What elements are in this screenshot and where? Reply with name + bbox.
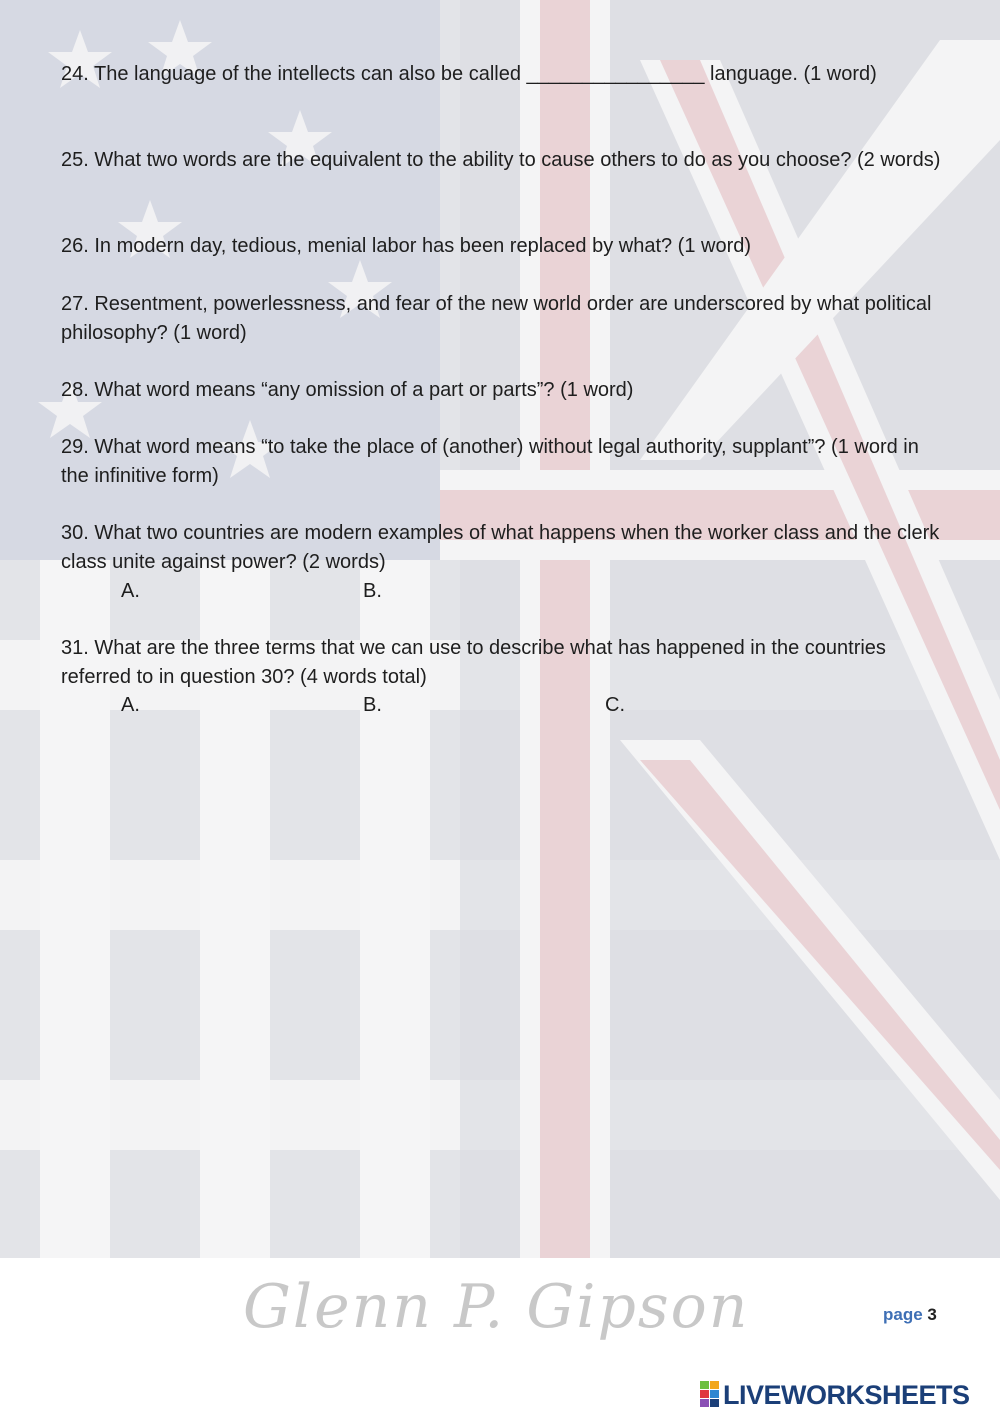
question-27: 27. Resentment, powerlessness, and fear of the new world order are underscored by what political philosophy? (1 word) xyxy=(61,293,938,344)
q30-option-b: B. xyxy=(363,580,382,602)
question-29: 29. What word means “to take the place of (another) without legal authority, supplant”? (1 word in the infinitive form) xyxy=(61,436,925,487)
question-31: 31. What are the three terms that we can use to describe what has happened in the countries referred to in question 30? (4 words total) xyxy=(61,637,892,688)
q30-option-a: A. xyxy=(121,580,140,602)
question-25: 25. What two words are the equivalent to the ability to cause others to do as you choose? (2 words) xyxy=(61,149,941,171)
page-number xyxy=(883,1305,937,1325)
page-number-value: 3 xyxy=(927,1305,937,1324)
author-signature: Glenn P. Gipson xyxy=(243,1272,750,1342)
liveworksheets-brand: LIVEWORKSHEETS xyxy=(723,1380,970,1410)
question-28: 28. What word means “any omission of a part or parts”? (1 word) xyxy=(61,379,634,401)
q31-option-c: C. xyxy=(605,694,625,716)
q31-option-a: A. xyxy=(121,694,140,716)
page-label: page xyxy=(883,1305,923,1324)
question-24: 24. The language of the intellects can also be called ________________ language. (1 word) xyxy=(61,63,877,85)
question-30: 30. What two countries are modern examples of what happens when the worker class and the clerk class unite against power? (2 words) xyxy=(61,522,945,573)
question-26: 26. In modern day, tedious, menial labor has been replaced by what? (1 word) xyxy=(61,235,752,257)
q31-option-b: B. xyxy=(363,694,382,716)
